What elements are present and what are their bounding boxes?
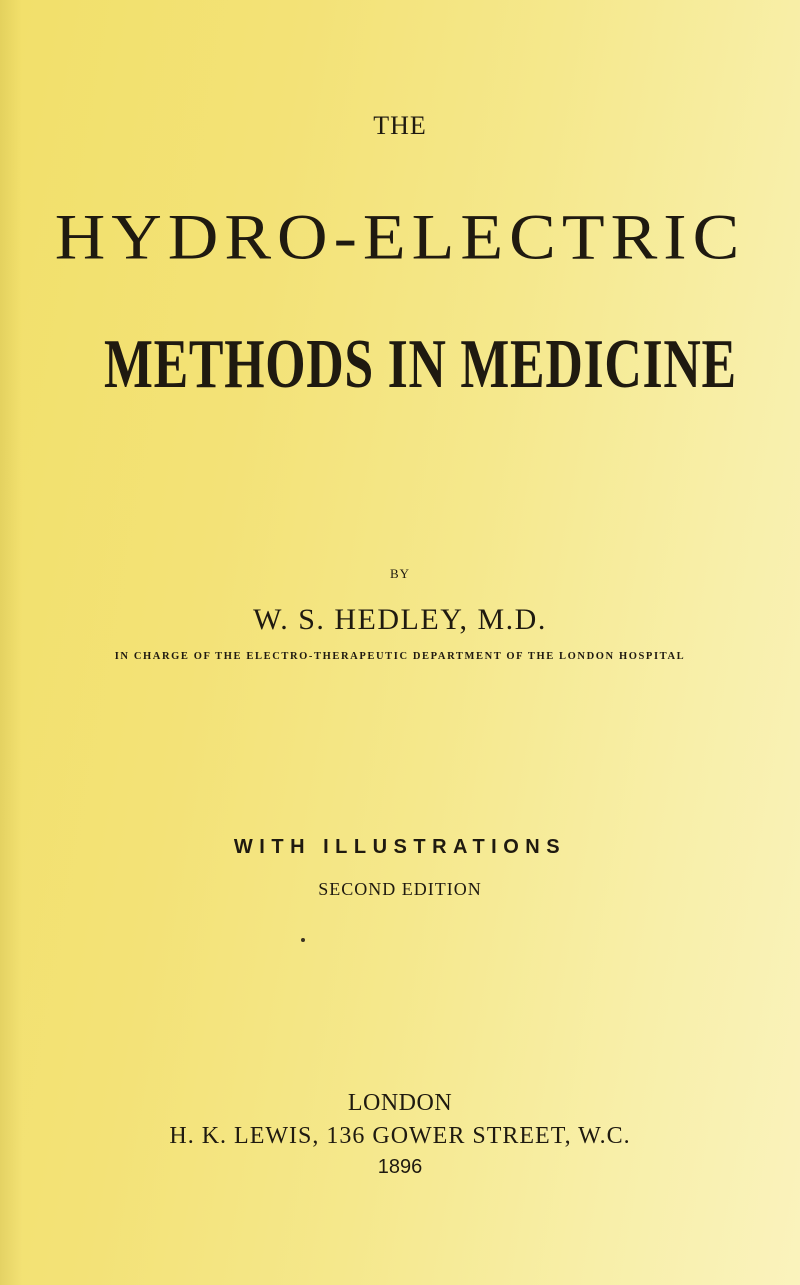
author-position: IN CHARGE OF THE ELECTRO-THERAPEUTIC DEPARTMENT OF THE LONDON HOSPITAL [114,651,686,662]
publication-year: 1896 [377,1156,423,1178]
edition-label: SECOND EDITION [318,879,482,899]
book-title-line-1: HYDRO-ELECTRIC [54,201,746,274]
book-title-line-2: METHODS IN MEDICINE [104,326,737,403]
by-label: BY [389,566,411,581]
author-name: W. S. HEDLEY, M.D. [253,603,547,636]
title-prefix: THE [373,111,427,140]
publisher-address: H. K. LEWIS, 136 GOWER STREET, W.C. [169,1123,631,1149]
printer-mark-dot [301,938,305,942]
publication-city: LONDON [347,1090,453,1116]
illustrations-note: WITH ILLUSTRATIONS [233,836,567,858]
